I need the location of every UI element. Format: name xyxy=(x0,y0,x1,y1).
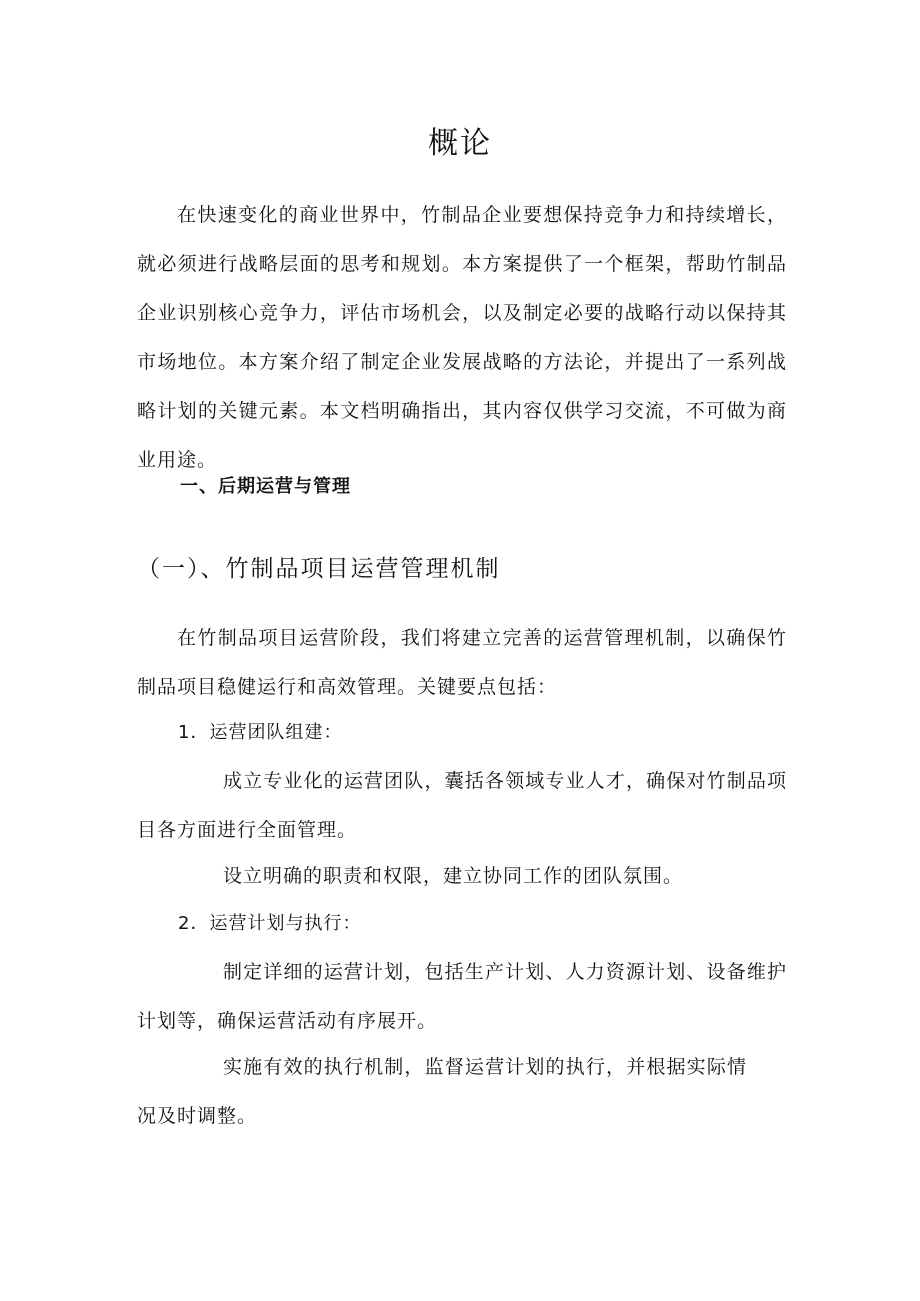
list-item-heading-1: 1．运营团队组建： xyxy=(178,722,343,743)
list-item-point: 实施有效的执行机制，监督运营计划的执行，并根据实际情况及时调整。 xyxy=(137,1056,747,1127)
list-item-point: 设立明确的职责和权限，建立协同工作的团队氛围。 xyxy=(223,865,684,887)
subsection-paragraph: 在竹制品项目运营阶段，我们将建立完善的运营管理机制，以确保竹制品项目稳健运行和高效管理。关键要点包括： xyxy=(137,627,787,698)
document-title: 概论 xyxy=(428,126,492,161)
list-item-point: 制定详细的运营计划，包括生产计划、人力资源计划、设备维护计划等，确保运营活动有序展开。 xyxy=(137,961,787,1032)
section-heading: 一、后期运营与管理 xyxy=(180,476,351,497)
list-item-point: 成立专业化的运营团队，囊括各领域专业人才，确保对竹制品项目各方面进行全面管理。 xyxy=(137,770,787,841)
list-item-heading-2: 2．运营计划与执行： xyxy=(178,913,362,934)
subsection-heading: （一）、竹制品项目运营管理机制 xyxy=(137,556,501,582)
intro-paragraph: 在快速变化的商业世界中，竹制品企业要想保持竞争力和持续增长，就必须进行战略层面的思考和规划。本方案提供了一个框架，帮助竹制品企业识别核心竞争力，评估市场机会，以及制定必要的战略行动以保持其市场地位。本方案介绍了制定企业发展战略的方法论，并提出了一系列战略计划的关键元素。本文档明确指出，其内容仅供学习交流，不可做为商业用途。 xyxy=(137,204,787,471)
